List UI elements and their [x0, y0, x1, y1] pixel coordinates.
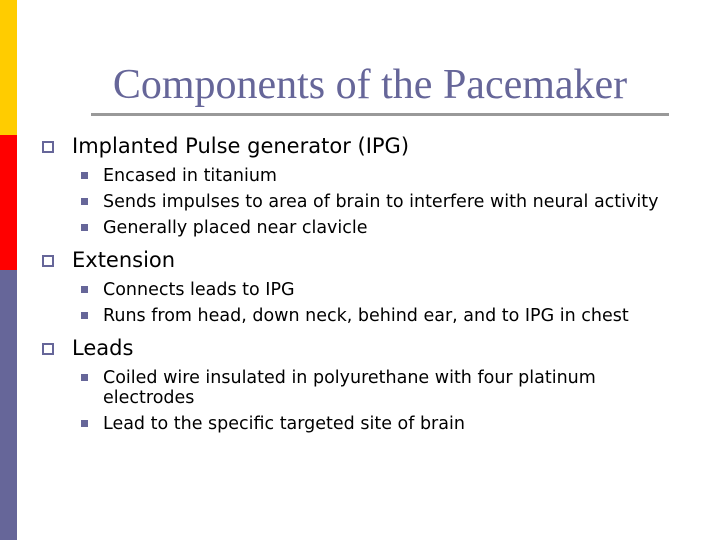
decorative-sidebar: [0, 0, 17, 540]
sub-bullet-text: Encased in titanium: [103, 166, 277, 186]
bullet-extension: [38, 246, 688, 274]
sub-bullet-text: Sends impulses to area of brain to interfere with neural activity: [103, 192, 659, 212]
sidebar-band-yellow: [0, 0, 17, 135]
sub-bullet: [103, 166, 673, 186]
sidebar-band-red: [0, 135, 17, 270]
filled-square-bullet-icon: [81, 224, 88, 231]
sub-bullet-text: Runs from head, down neck, behind ear, and to IPG in chest: [103, 306, 629, 326]
sub-bullet: [103, 280, 673, 300]
filled-square-bullet-icon: [81, 286, 88, 293]
hollow-square-bullet-icon: [42, 141, 54, 153]
sub-bullet: [103, 306, 673, 326]
bullet-text: Implanted Pulse generator (IPG): [72, 134, 410, 158]
bullet-text: Extension: [72, 248, 176, 272]
bullet-ipg: [38, 132, 688, 160]
filled-square-bullet-icon: [81, 172, 88, 179]
filled-square-bullet-icon: [81, 420, 88, 427]
hollow-square-bullet-icon: [42, 255, 54, 267]
sub-bullet: [103, 218, 673, 238]
sub-bullet: [103, 368, 673, 408]
sub-bullet: [103, 192, 673, 212]
filled-square-bullet-icon: [81, 312, 88, 319]
sub-bullet-text: Coiled wire insulated in polyurethane with four platinum electrodes: [103, 368, 596, 408]
bullet-list: [38, 128, 688, 434]
filled-square-bullet-icon: [81, 198, 88, 205]
bullet-leads: [38, 334, 688, 362]
sub-bullet-text: Connects leads to IPG: [103, 280, 295, 300]
slide-title: Components of the Pacemaker: [112, 62, 628, 108]
filled-square-bullet-icon: [81, 374, 88, 381]
bullet-text: Leads: [72, 336, 134, 360]
hollow-square-bullet-icon: [42, 343, 54, 355]
sub-bullet: [103, 414, 673, 434]
title-divider: [91, 113, 669, 116]
sub-bullet-text: Generally placed near clavicle: [103, 218, 368, 238]
sub-bullet-text: Lead to the specific targeted site of brain: [103, 414, 465, 434]
sidebar-band-blue: [0, 270, 17, 540]
